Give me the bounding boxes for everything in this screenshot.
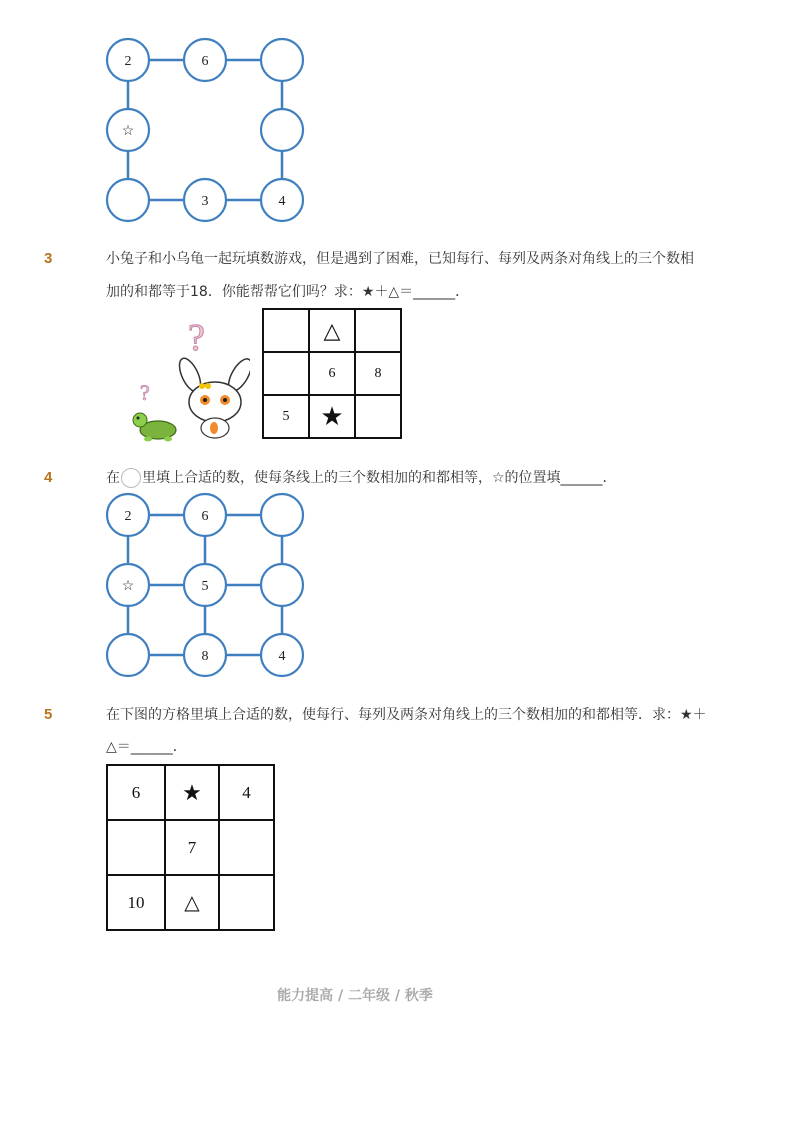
node [261, 564, 303, 606]
node [261, 39, 303, 81]
grid-cell: 10 [107, 875, 165, 930]
node [184, 494, 226, 536]
svg-text:2: 2 [124, 509, 132, 524]
question-number-5: 5 [44, 706, 53, 723]
node [107, 179, 149, 221]
grid-cell: △ [165, 875, 219, 930]
grid-cell [263, 352, 309, 395]
turtle-icon [133, 413, 176, 442]
svg-text:3: 3 [201, 194, 209, 209]
grid-cell [219, 875, 274, 930]
question-3-grid [262, 308, 402, 439]
svg-text:5: 5 [201, 579, 209, 594]
question-4-circle-diagram [100, 490, 310, 685]
grid-cell: 8 [355, 352, 401, 395]
grid-cell [263, 309, 309, 352]
svg-text:8: 8 [201, 649, 209, 664]
svg-text:?: ? [140, 380, 150, 405]
question-mark-icon [140, 380, 150, 405]
grid-cell [355, 309, 401, 352]
node [107, 109, 149, 151]
question-4-text-after: 里填上合适的数，使每条线上的三个数相加的和都相等，☆的位置填______． [142, 470, 617, 486]
node [261, 109, 303, 151]
svg-text:6: 6 [201, 509, 209, 524]
node [107, 564, 149, 606]
grid-cell: 6 [107, 765, 165, 820]
grid-cell: 4 [219, 765, 274, 820]
grid-cell: ★ [165, 765, 219, 820]
node [261, 494, 303, 536]
svg-text:☆: ☆ [121, 579, 135, 594]
top-circle-diagram [100, 35, 310, 230]
svg-text:2: 2 [124, 54, 132, 69]
question-5-grid [106, 764, 275, 931]
svg-text:4: 4 [278, 649, 286, 664]
svg-text:?: ? [188, 317, 205, 359]
node [184, 634, 226, 676]
question-3-line-2: 加的和都等于18．你能帮帮它们吗？求：★＋△＝______． [106, 284, 470, 300]
svg-text:☆: ☆ [121, 124, 135, 139]
question-4-text-before: 在 [106, 470, 120, 486]
question-mark-icon [188, 317, 205, 359]
node [107, 39, 149, 81]
svg-text:6: 6 [201, 54, 209, 69]
node [261, 634, 303, 676]
rabbit-turtle-illustration [130, 310, 250, 445]
svg-text:4: 4 [278, 194, 286, 209]
grid-cell [107, 820, 165, 875]
question-number-3: 3 [44, 250, 53, 267]
node [107, 494, 149, 536]
node [261, 179, 303, 221]
grid-cell [355, 395, 401, 438]
question-number-4: 4 [44, 469, 53, 486]
page-footer: 能力提高 / 二年级 / 秋季 [277, 988, 433, 1004]
question-4-text [106, 468, 617, 488]
grid-cell: △ [309, 309, 355, 352]
grid-cell [219, 820, 274, 875]
question-3-line-1: 小兔子和小乌龟一起玩填数游戏，但是遇到了困难，已知每行、每列及两条对角线上的三个数相 [106, 251, 694, 267]
rabbit-icon [175, 355, 250, 438]
question-5-line-2: △＝______． [106, 739, 187, 755]
grid-cell: ★ [309, 395, 355, 438]
node [184, 179, 226, 221]
grid-cell: 7 [165, 820, 219, 875]
grid-cell: 6 [309, 352, 355, 395]
circle-icon [121, 468, 141, 488]
grid-cell: 5 [263, 395, 309, 438]
node [107, 634, 149, 676]
question-5-line-1: 在下图的方格里填上合适的数，使每行、每列及两条对角线上的三个数相加的和都相等．求：★＋ [106, 707, 707, 723]
node [184, 39, 226, 81]
node [184, 564, 226, 606]
